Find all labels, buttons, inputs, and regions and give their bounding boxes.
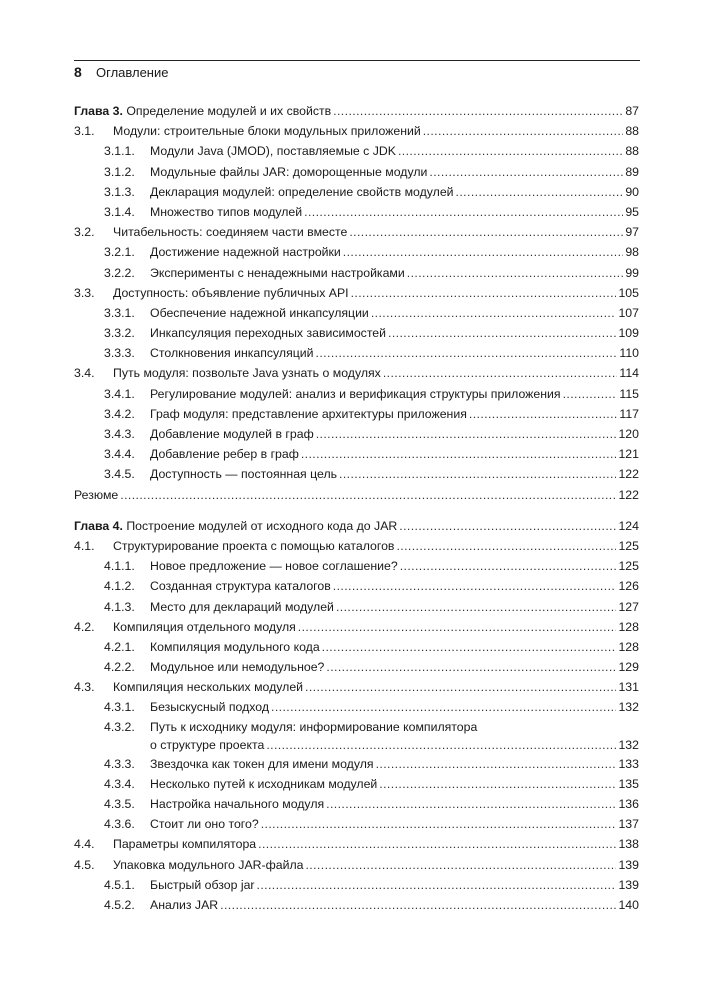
entry-line (150, 182, 639, 202)
entry-line (150, 323, 639, 343)
subsection-entry[interactable] (74, 343, 639, 363)
section-entry[interactable] (74, 536, 639, 556)
dot-leader (398, 141, 623, 161)
chapter-title-text: Построение модулей от исходного кода до JAR (126, 518, 398, 533)
page-ref: 114 (619, 366, 639, 381)
dot-leader (266, 736, 616, 754)
entry-title: Упаковка модульного JAR-файла (113, 857, 304, 872)
entry-title: Достижение надежной настройки (150, 245, 341, 260)
entry-number: 4.2. (74, 619, 95, 634)
subsection-entry[interactable] (74, 444, 639, 464)
subsection-entry-continued[interactable] (74, 736, 639, 754)
page-ref: 133 (618, 756, 639, 771)
entry-line (113, 834, 639, 854)
subsection-entry[interactable] (74, 657, 639, 677)
section-entry[interactable] (74, 363, 639, 383)
page-ref: 124 (618, 518, 639, 533)
page-ref: 122 (618, 487, 639, 502)
entry-title: Резюме (74, 487, 119, 502)
entry-number: 3.1. (74, 124, 95, 139)
section-entry[interactable] (74, 121, 639, 141)
entry-number: 4.3.6. (104, 817, 135, 832)
entry-title: Звездочка как токен для имени модуля (150, 756, 374, 771)
entry-line (74, 101, 639, 121)
entry-title: Модули Java (JMOD), поставляемые с JDK (150, 144, 396, 159)
section-entry[interactable] (74, 834, 639, 854)
page-ref: 140 (618, 897, 639, 912)
subsection-entry[interactable] (74, 556, 639, 576)
entry-line (150, 657, 639, 677)
entry-title (74, 101, 333, 121)
page-ref: 90 (625, 184, 639, 199)
dot-leader (456, 182, 624, 202)
page-ref: 107 (618, 305, 639, 320)
entry-number: 3.4.4. (104, 447, 135, 462)
dot-leader (304, 202, 623, 222)
entry-line (150, 556, 639, 576)
dot-leader (429, 162, 623, 182)
entry-title: Безыскусный подход (150, 700, 270, 715)
dot-leader (343, 242, 624, 262)
entry-line (113, 617, 639, 637)
dot-leader (407, 263, 624, 283)
entry-title (74, 516, 399, 536)
chapter-label: Глава 3. (74, 104, 123, 118)
page-ref: 129 (618, 660, 639, 675)
page-ref: 117 (619, 406, 639, 421)
entry-title: Эксперименты с ненадежными настройками (150, 265, 405, 280)
entry-title-continued: о структуре проекта (150, 737, 265, 752)
dot-leader (257, 875, 617, 895)
entry-title: Путь к исходнику модуля: информирование компилятора (150, 719, 478, 734)
dot-leader (336, 597, 617, 617)
entry-number: 4.1. (74, 538, 95, 553)
subsection-entry[interactable] (74, 263, 639, 283)
entry-number: 3.1.4. (104, 204, 135, 219)
entry-line (150, 303, 639, 323)
page-ref: 109 (618, 326, 639, 341)
entry-line (150, 597, 639, 617)
page-ref: 128 (618, 639, 639, 654)
entry-number: 3.1.3. (104, 184, 135, 199)
entry-line (113, 283, 639, 303)
subsection-entry[interactable] (74, 323, 639, 343)
page-ref: 87 (625, 104, 639, 118)
subsection-entry[interactable] (74, 637, 639, 657)
subsection-entry[interactable] (74, 794, 639, 814)
subsection-entry[interactable] (74, 202, 639, 222)
page-ref: 121 (618, 447, 639, 462)
entry-line (150, 464, 639, 484)
page-ref: 127 (618, 599, 639, 614)
entry-title: Добавление модулей в граф (150, 427, 314, 441)
entry-number: 4.3.5. (104, 797, 135, 811)
dot-leader (399, 516, 616, 536)
entry-title: Стоит ли оно того? (150, 817, 259, 832)
entry-number: 3.4.3. (104, 427, 135, 441)
entry-title: Инкапсуляция переходных зависимостей (150, 326, 387, 341)
section-entry[interactable] (74, 283, 639, 303)
entry-title: Доступность — постоянная цель (150, 467, 338, 482)
page-ref: 120 (618, 427, 639, 441)
entry-line (150, 576, 639, 596)
entry-line (150, 263, 639, 283)
entry-title: Декларация модулей: определение свойств модулей (150, 184, 454, 199)
entry-title: Столкновения инкапсуляций (150, 346, 314, 361)
entry-number: 3.4.2. (104, 406, 135, 421)
entry-line (150, 404, 639, 424)
entry-number: 3.2.2. (104, 265, 135, 280)
subsection-entry[interactable] (74, 697, 639, 717)
section-entry[interactable] (74, 617, 639, 637)
page-ref: 98 (625, 245, 639, 260)
dot-leader (383, 363, 618, 383)
entry-number: 3.3.3. (104, 346, 135, 361)
entry-title: Модульное или немодульное? (150, 660, 325, 675)
subsection-entry[interactable] (74, 182, 639, 202)
entry-title: Граф модуля: представление архитектуры приложения (150, 406, 467, 421)
entry-line (113, 363, 639, 383)
entry-line (113, 677, 639, 697)
subsection-entry[interactable] (74, 404, 639, 424)
entry-number: 3.1.1. (104, 144, 135, 159)
page-number: 8 (74, 64, 82, 80)
dot-leader (339, 464, 616, 484)
page-ref: 132 (618, 700, 639, 715)
subsection-entry[interactable] (74, 303, 639, 323)
entry-title: Читабельность: соединяем части вместе (113, 225, 348, 240)
dot-leader (351, 283, 617, 303)
entry-title: Настройка начального модуля (150, 797, 325, 811)
entry-number: 3.3.2. (104, 326, 135, 341)
entry-title: Компиляция отдельного модуля (113, 619, 296, 634)
entry-title: Параметры компилятора (113, 837, 257, 852)
entry-number: 4.1.2. (104, 579, 135, 594)
dot-leader (388, 323, 616, 343)
entry-number: 3.4.1. (104, 386, 135, 401)
dot-leader (400, 556, 617, 576)
entry-title: Структурирование проекта с помощью каталогов (113, 538, 395, 553)
entry-title: Добавление ребер в граф (150, 447, 299, 462)
entry-line (150, 736, 639, 754)
subsection-entry[interactable] (74, 895, 639, 915)
entry-title: Созданная структура каталогов (150, 579, 331, 594)
entry-line (150, 794, 639, 814)
page-ref: 122 (618, 467, 639, 482)
entry-line (150, 384, 639, 404)
entry-line (150, 242, 639, 262)
dot-leader (305, 855, 616, 875)
entry-title: Доступность: объявление публичных API (113, 285, 349, 300)
entry-number: 3.2. (74, 225, 95, 240)
entry-number: 3.3.1. (104, 305, 135, 320)
entry-line (150, 718, 639, 736)
entry-number: 3.2.1. (104, 245, 135, 260)
section-entry[interactable] (74, 677, 639, 697)
entry-title: Компиляция модульного кода (150, 639, 320, 654)
page-ref: 139 (618, 857, 639, 872)
entry-line (74, 485, 639, 505)
dot-leader (220, 895, 616, 915)
dot-leader (333, 101, 623, 121)
entry-line (150, 774, 639, 794)
dot-leader (349, 222, 623, 242)
entry-number: 4.1.3. (104, 599, 135, 614)
chapter-label: Глава 4. (74, 518, 123, 533)
entry-title: Путь модуля: позвольте Java узнать о модулях (113, 366, 381, 381)
dot-leader (298, 617, 617, 637)
page-ref: 89 (625, 164, 639, 179)
page-ref: 97 (625, 225, 639, 240)
entry-title: Множество типов модулей (150, 204, 303, 219)
subsection-entry[interactable] (74, 162, 639, 182)
page-ref: 126 (618, 579, 639, 594)
dot-leader (305, 677, 616, 697)
entry-number: 4.3. (74, 680, 95, 695)
dot-leader (333, 576, 617, 596)
running-title: Оглавление (96, 65, 169, 80)
entry-number: 3.1.2. (104, 164, 135, 179)
dot-leader (322, 637, 617, 657)
dot-leader (379, 774, 616, 794)
subsection-entry[interactable] (74, 424, 639, 444)
page-ref: 137 (618, 817, 639, 832)
dot-leader (371, 303, 617, 323)
page-ref: 131 (618, 680, 639, 695)
dot-leader (326, 657, 616, 677)
dot-leader (261, 814, 617, 834)
dot-leader (316, 424, 617, 444)
page-ref: 139 (618, 877, 639, 892)
section-entry[interactable] (74, 222, 639, 242)
entry-line (150, 444, 639, 464)
entry-line (113, 121, 639, 141)
page-header (74, 60, 640, 85)
entry-number: 3.4. (74, 366, 95, 381)
page-ref: 128 (618, 619, 639, 634)
subsection-entry[interactable] (74, 242, 639, 262)
plain-entry[interactable] (74, 485, 639, 505)
entry-number: 4.4. (74, 837, 95, 852)
entry-line (150, 162, 639, 182)
chapter-title-text: Определение модулей и их свойств (126, 104, 332, 118)
entry-line (150, 202, 639, 222)
entry-number: 3.3. (74, 285, 95, 300)
entry-line (150, 424, 639, 444)
page-ref: 125 (618, 538, 639, 553)
entry-number: 4.5. (74, 857, 95, 872)
entry-line (150, 637, 639, 657)
subsection-entry[interactable] (74, 774, 639, 794)
chapter-entry[interactable] (74, 516, 639, 536)
entry-number: 4.3.1. (104, 700, 135, 715)
entry-line (150, 875, 639, 895)
page-ref: 136 (618, 797, 639, 811)
entry-title: Регулирование модулей: анализ и верификация структуры приложения (150, 386, 561, 401)
page-ref: 138 (618, 837, 639, 852)
entry-title: Несколько путей к исходникам модулей (150, 776, 378, 791)
entry-line (150, 814, 639, 834)
page-ref: 132 (618, 737, 639, 752)
entry-line (150, 754, 639, 774)
entry-line (150, 141, 639, 161)
dot-leader (469, 404, 618, 424)
entry-number: 4.3.2. (104, 719, 135, 734)
dot-leader (376, 754, 617, 774)
page-ref: 125 (618, 559, 639, 574)
page-ref: 110 (619, 346, 639, 361)
subsection-entry[interactable] (74, 814, 639, 834)
entry-title: Анализ JAR (150, 897, 219, 912)
chapter-entry[interactable] (74, 101, 639, 121)
entry-line (113, 222, 639, 242)
section-entry[interactable] (74, 855, 639, 875)
page-ref: 88 (625, 124, 639, 139)
subsection-entry[interactable] (74, 464, 639, 484)
subsection-entry[interactable] (74, 875, 639, 895)
dot-leader (271, 697, 616, 717)
dot-leader (301, 444, 617, 464)
table-of-contents (74, 101, 639, 915)
subsection-entry[interactable] (74, 576, 639, 596)
entry-number: 3.4.5. (104, 467, 135, 482)
entry-line (150, 343, 639, 363)
page-ref: 88 (625, 144, 639, 159)
entry-title: Компиляция нескольких модулей (113, 680, 304, 695)
entry-title: Место для деклараций модулей (150, 599, 334, 614)
entry-line (113, 536, 639, 556)
page-ref: 105 (618, 285, 639, 300)
subsection-entry[interactable] (74, 141, 639, 161)
entry-line (150, 895, 639, 915)
entry-title: Модули: строительные блоки модульных приложений (113, 124, 421, 139)
subsection-entry[interactable] (74, 754, 639, 774)
dot-leader (258, 834, 616, 854)
entry-number: 4.2.2. (104, 660, 135, 675)
subsection-entry[interactable] (74, 384, 639, 404)
entry-number: 4.1.1. (104, 559, 135, 574)
page-ref: 135 (618, 776, 639, 791)
entry-number: 4.2.1. (104, 639, 135, 654)
entry-line (150, 697, 639, 717)
entry-line (113, 855, 639, 875)
entry-line (74, 516, 639, 536)
entry-title: Обеспечение надежной инкапсуляции (150, 305, 369, 320)
dot-leader (120, 485, 616, 505)
entry-number: 4.3.4. (104, 776, 135, 791)
entry-title: Новое предложение — новое соглашение? (150, 559, 398, 574)
entry-number: 4.3.3. (104, 756, 135, 771)
entry-title: Модульные файлы JAR: доморощенные модули (150, 164, 428, 179)
dot-leader (563, 384, 618, 404)
dot-leader (316, 343, 618, 363)
dot-leader (396, 536, 616, 556)
page-ref: 99 (625, 265, 639, 280)
dot-leader (423, 121, 624, 141)
dot-leader (326, 794, 616, 814)
entry-number: 4.5.2. (104, 897, 135, 912)
entry-number: 4.5.1. (104, 877, 135, 892)
entry-title: Быстрый обзор jar (150, 877, 255, 892)
subsection-entry[interactable] (74, 597, 639, 617)
page-ref: 95 (625, 204, 639, 219)
subsection-entry[interactable] (74, 718, 639, 736)
page-ref: 115 (619, 386, 639, 401)
